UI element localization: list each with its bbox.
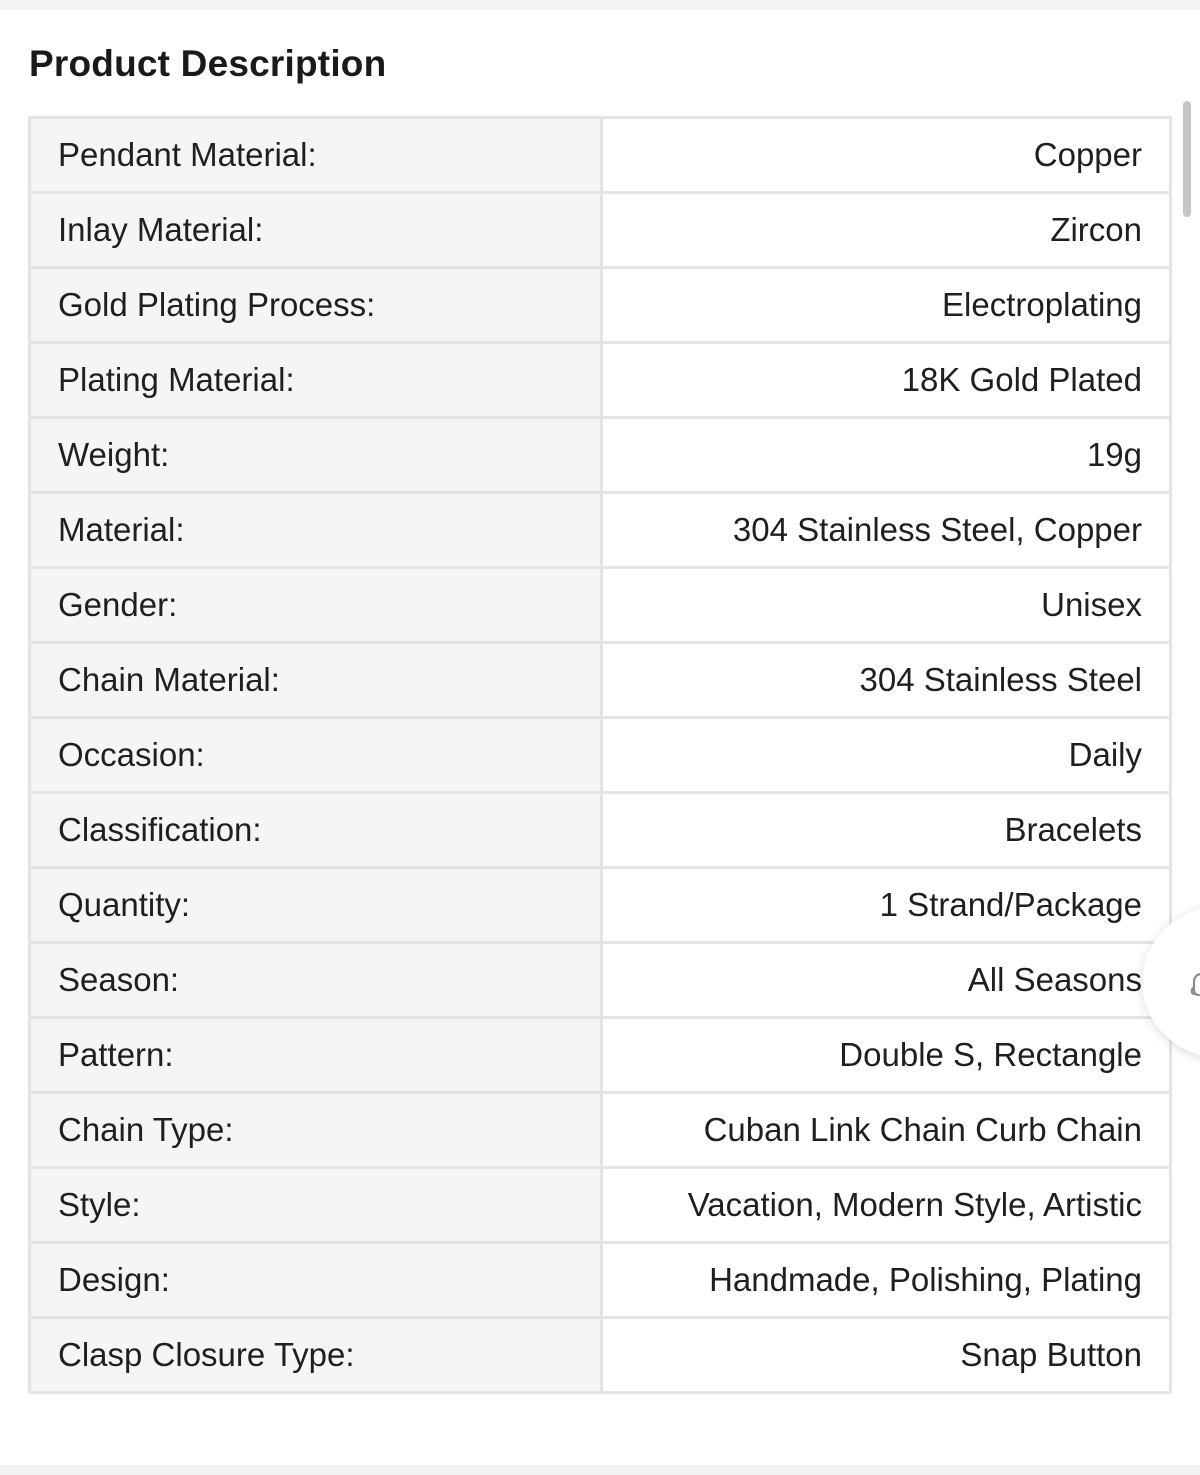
table-row: [30, 493, 1171, 568]
table-row: [30, 643, 1171, 718]
spec-value: 19g: [602, 418, 1171, 493]
spec-label: Season:: [30, 943, 602, 1018]
product-spec-table: [28, 116, 1172, 1394]
spec-label: Pendant Material:: [30, 118, 602, 193]
spec-value: 1 Strand/Package: [602, 868, 1171, 943]
table-row: [30, 268, 1171, 343]
table-row: [30, 193, 1171, 268]
table-row: [30, 1243, 1171, 1318]
table-row: [30, 718, 1171, 793]
spec-label: Style:: [30, 1168, 602, 1243]
spec-label: Chain Material:: [30, 643, 602, 718]
spec-value: Daily: [602, 718, 1171, 793]
spec-label: Pattern:: [30, 1018, 602, 1093]
table-row: [30, 943, 1171, 1018]
spec-label: Gold Plating Process:: [30, 268, 602, 343]
spec-value: Bracelets: [602, 793, 1171, 868]
spec-value: Zircon: [602, 193, 1171, 268]
bottom-divider-strip: [0, 1465, 1200, 1475]
spec-value: Handmade, Polishing, Plating: [602, 1243, 1171, 1318]
spec-value: Unisex: [602, 568, 1171, 643]
spec-value: Vacation, Modern Style, Artistic: [602, 1168, 1171, 1243]
spec-label: Plating Material:: [30, 343, 602, 418]
spec-label: Occasion:: [30, 718, 602, 793]
table-row: [30, 1318, 1171, 1393]
spec-value: Cuban Link Chain Curb Chain: [602, 1093, 1171, 1168]
spec-label: Material:: [30, 493, 602, 568]
table-row: [30, 118, 1171, 193]
spec-label: Design:: [30, 1243, 602, 1318]
link-icon: [1190, 972, 1200, 998]
top-divider-strip: [0, 0, 1200, 10]
spec-label: Weight:: [30, 418, 602, 493]
table-row: [30, 418, 1171, 493]
scrollbar-thumb[interactable]: [1183, 101, 1191, 217]
table-row: [30, 1093, 1171, 1168]
spec-value: Copper: [602, 118, 1171, 193]
table-row: [30, 1018, 1171, 1093]
spec-label: Chain Type:: [30, 1093, 602, 1168]
spec-value: 304 Stainless Steel, Copper: [602, 493, 1171, 568]
spec-value: All Seasons: [602, 943, 1171, 1018]
spec-value: Snap Button: [602, 1318, 1171, 1393]
spec-label: Quantity:: [30, 868, 602, 943]
table-row: [30, 1168, 1171, 1243]
spec-value: 304 Stainless Steel: [602, 643, 1171, 718]
spec-label: Classification:: [30, 793, 602, 868]
table-row: [30, 568, 1171, 643]
spec-value: Double S, Rectangle: [602, 1018, 1171, 1093]
spec-label: Clasp Closure Type:: [30, 1318, 602, 1393]
table-row: [30, 868, 1171, 943]
spec-value: Electroplating: [602, 268, 1171, 343]
table-row: [30, 343, 1171, 418]
table-row: [30, 793, 1171, 868]
section-title: Product Description: [29, 43, 387, 84]
spec-value: 18K Gold Plated: [602, 343, 1171, 418]
spec-label: Gender:: [30, 568, 602, 643]
spec-label: Inlay Material:: [30, 193, 602, 268]
